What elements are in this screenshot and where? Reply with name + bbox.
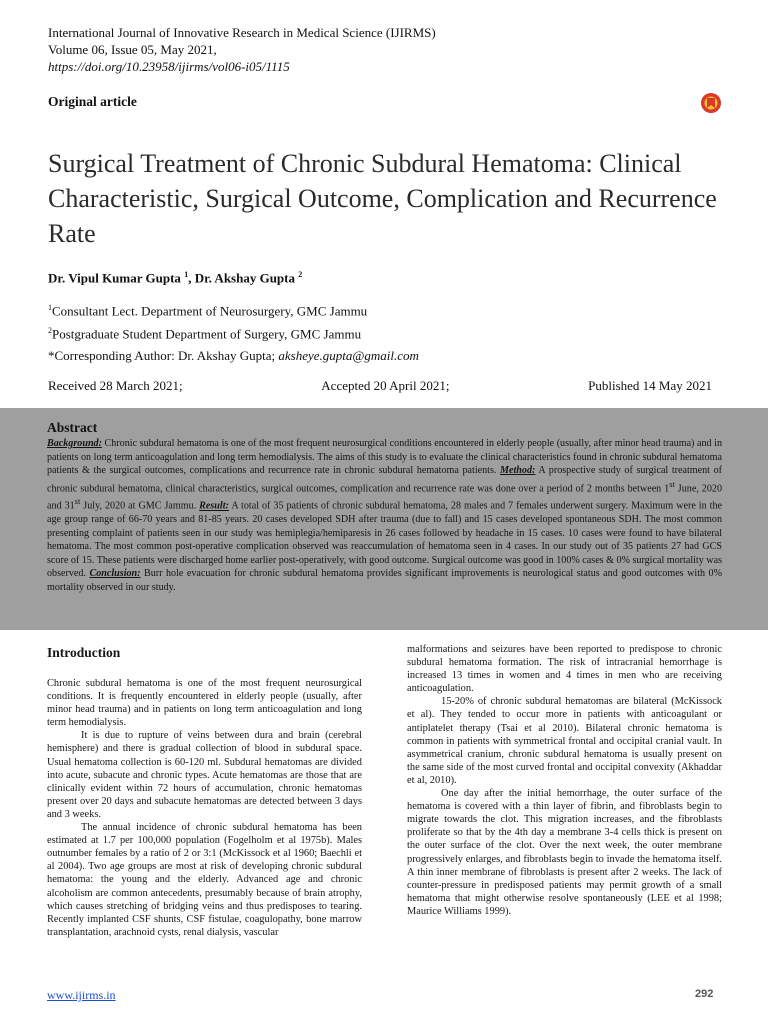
journal-name: International Journal of Innovative Research in Medical Science (IJIRMS) [48, 25, 436, 40]
author-separator: , [188, 270, 195, 286]
column-right [407, 643, 722, 918]
paper-title: Surgical Treatment of Chronic Subdural Hematoma: Clinical Characteristic, Surgical Outcome, Complication and Recurrence Rate [48, 149, 717, 248]
abstract-heading: Abstract [47, 420, 98, 435]
author-1-affil-mark: 1 [184, 270, 189, 279]
section-heading-introduction: Introduction [47, 645, 121, 660]
conclusion-label: Conclusion: [89, 568, 141, 580]
background-label: Background: [47, 438, 102, 449]
affiliation-1-mark: 1 [48, 303, 52, 312]
affiliations [48, 298, 367, 345]
doi-link[interactable]: https://doi.org/10.23958/ijirms/vol06-i05/1115 [48, 59, 290, 74]
author-list [48, 270, 302, 286]
affiliation-2-text: Postgraduate Student Department of Surgery, GMC Jammu [52, 326, 362, 342]
date-received: Received 28 March 2021; [48, 378, 183, 393]
paragraph: 15-20% of chronic subdural hematomas are bilateral (McKissock et al). They tended to occur more in patients with anticoagulant or antiplatelet therapy (Tsai et al 2010). Bilateral chronic hematoma is common in patients with symmetrical frontal and occipital cranial vault. In asymmetrical cranium, chronic subdural hematoma is usually present on the same side of the most curved frontal and occipital convexity (Akhaddar et al, 2010). [407, 696, 722, 786]
publication-dates [48, 378, 712, 394]
corresponding-author [48, 348, 419, 364]
paragraph: malformations and seizures have been reported to predispose to chronic subdural hematoma formation. The risk of intracranial hemorrhage is increased 13 times in women and 4 times in men who are receiving anticoagulation. [407, 644, 722, 695]
abstract-body [47, 437, 722, 594]
crossmark-icon[interactable] [700, 92, 722, 114]
method-sup-2: st [74, 497, 81, 507]
author-1: Dr. Vipul Kumar Gupta [48, 270, 181, 286]
result-text: A total of 35 patients of chronic subdural hematoma, 28 males and 7 females underwent surgery. Maximum were in the age group range of 66-70 years and 81-85 years. 20 cases developed SDH after trauma (due to fall) and 15 cases developed spontaneous SDH. The most common presenting complaint of patients seen in our study was hemiplegia/hemiparesis in 26 cases followed by headache in 15 cases. 10 cases were found to have bilateral hematoma. The most common post-operative complication observed was reaccumulation of hematoma seen in 4 cases. In our study out of 35 patients 27 had GCS score of 15. These patients were discharged home earlier post-operatively, with good outcome. Surgical outcome was good in 100% cases & 0% surgical mortality was observed. [47, 500, 722, 580]
corresponding-label: *Corresponding Author: Dr. Akshay Gupta; [48, 348, 279, 363]
journal-volume: Volume 06, Issue 05, May 2021, [48, 42, 217, 57]
column-left [47, 644, 362, 939]
affiliation-1 [48, 298, 367, 321]
method-text-a: A prospective study of surgical treatment of chronic subdural hematoma, clinical characteristics, surgical outcomes, complication and recurrence rate was done over a period of 2 months between 1 [47, 465, 722, 494]
date-published: Published 14 May 2021 [588, 378, 712, 393]
abstract-box [0, 408, 768, 630]
journal-header [48, 24, 436, 75]
conclusion-text: Burr hole evacuation for chronic subdural hematoma provides significant improvements is neurological status and good outcomes with 0% mortality observed in our study. [47, 568, 723, 593]
affiliation-2-mark: 2 [48, 326, 52, 336]
method-label: Method: [500, 465, 536, 476]
date-accepted: Accepted 20 April 2021; [321, 378, 450, 393]
method-text-b: June, 2020 and 31 [47, 482, 722, 512]
affiliation-1-text: Consultant Lect. Department of Neurosurgery, GMC Jammu [52, 303, 368, 319]
method-text-c: July, 2020 at GMC Jammu. [80, 500, 200, 512]
corresponding-email[interactable]: aksheye.gupta@gmail.com [278, 348, 419, 363]
background-text: Chronic subdural hematoma is one of the most frequent neurosurgical conditions encountered in elderly people (usually, after minor head trauma) and in patients on long term anticoagulation and long term hemodialysis. The aims of this study is to evaluate the clinical characteristics found in chronic subdural hematoma patients & the surgical outcomes, complications and recurrence rate in chronic subdural hematoma patients. [47, 438, 722, 476]
paragraph: It is due to rupture of veins between dura and brain (cerebral hemisphere) and there is gradual collection of blood in subdural space. Usual hematoma collection is 60-120 ml. Subdural hematomas are divided into acute, subacute and chronic types. Acute hematomas are those that are clinically evident within 72 hours of accumulation, chronic hematomas present over 20 days and subacute hematomas are detected between 3 days and 3 weeks. [47, 730, 362, 820]
method-sup-1: st [669, 479, 675, 489]
paragraph: Chronic subdural hematoma is one of the most frequent neurosurgical conditions. It is frequently encountered in elderly people (usually, after minor head trauma) and in patients on long term anticoagulation and long term hemodialysis. [47, 678, 362, 729]
paragraph: One day after the initial hemorrhage, the outer surface of the hematoma is covered with a thin layer of fibrin, and fibroblasts begin to migrate towards the clot. This migration increases, and the fibroblasts proliferate so that by the 4th day a membrane 3-4 cells thick is present on the outer surface of the clot. Over the next week, the outer membrane progressively enlarges, and fibroblasts begin to invade the hematoma itself. A thin inner membrane of fibroblasts is present after 2 weeks. The lack of counter-pressure in predisposed patients may permit growth of a small hematoma that might otherwise resolve spontaneously (LEE et al 1998; Maurice Williams 1999). [407, 788, 722, 917]
affiliation-2 [48, 321, 367, 344]
result-label: Result: [199, 500, 229, 512]
author-2: Dr. Akshay Gupta [194, 270, 295, 286]
page-number: 292 [695, 988, 714, 1000]
footer-website-link[interactable]: www.ijirms.in [47, 988, 116, 1002]
article-type: Original article [48, 94, 137, 109]
author-2-affil-mark: 2 [298, 270, 303, 279]
paragraph: The annual incidence of chronic subdural hematoma has been estimated at 1.7 per 100,000 population (Fogelholm et al 1975b). Males outnumber females by a ratio of 2 or 3:1 (McKissock et al 1960; Baechli et al 2004). Two age groups are most at risk of developing chronic subdural hematoma: the young and the elderly. Advanced age and chronic alcoholism are common antecedents, presumably because of brain atrophy, which causes stretching of bridging veins and thus predisposes to tearing. Recently implanted CSF shunts, CSF fistulae, coagulopathy, bone marrow transplantation, arachnoid cysts, renal dialysis, vascular [47, 822, 362, 938]
